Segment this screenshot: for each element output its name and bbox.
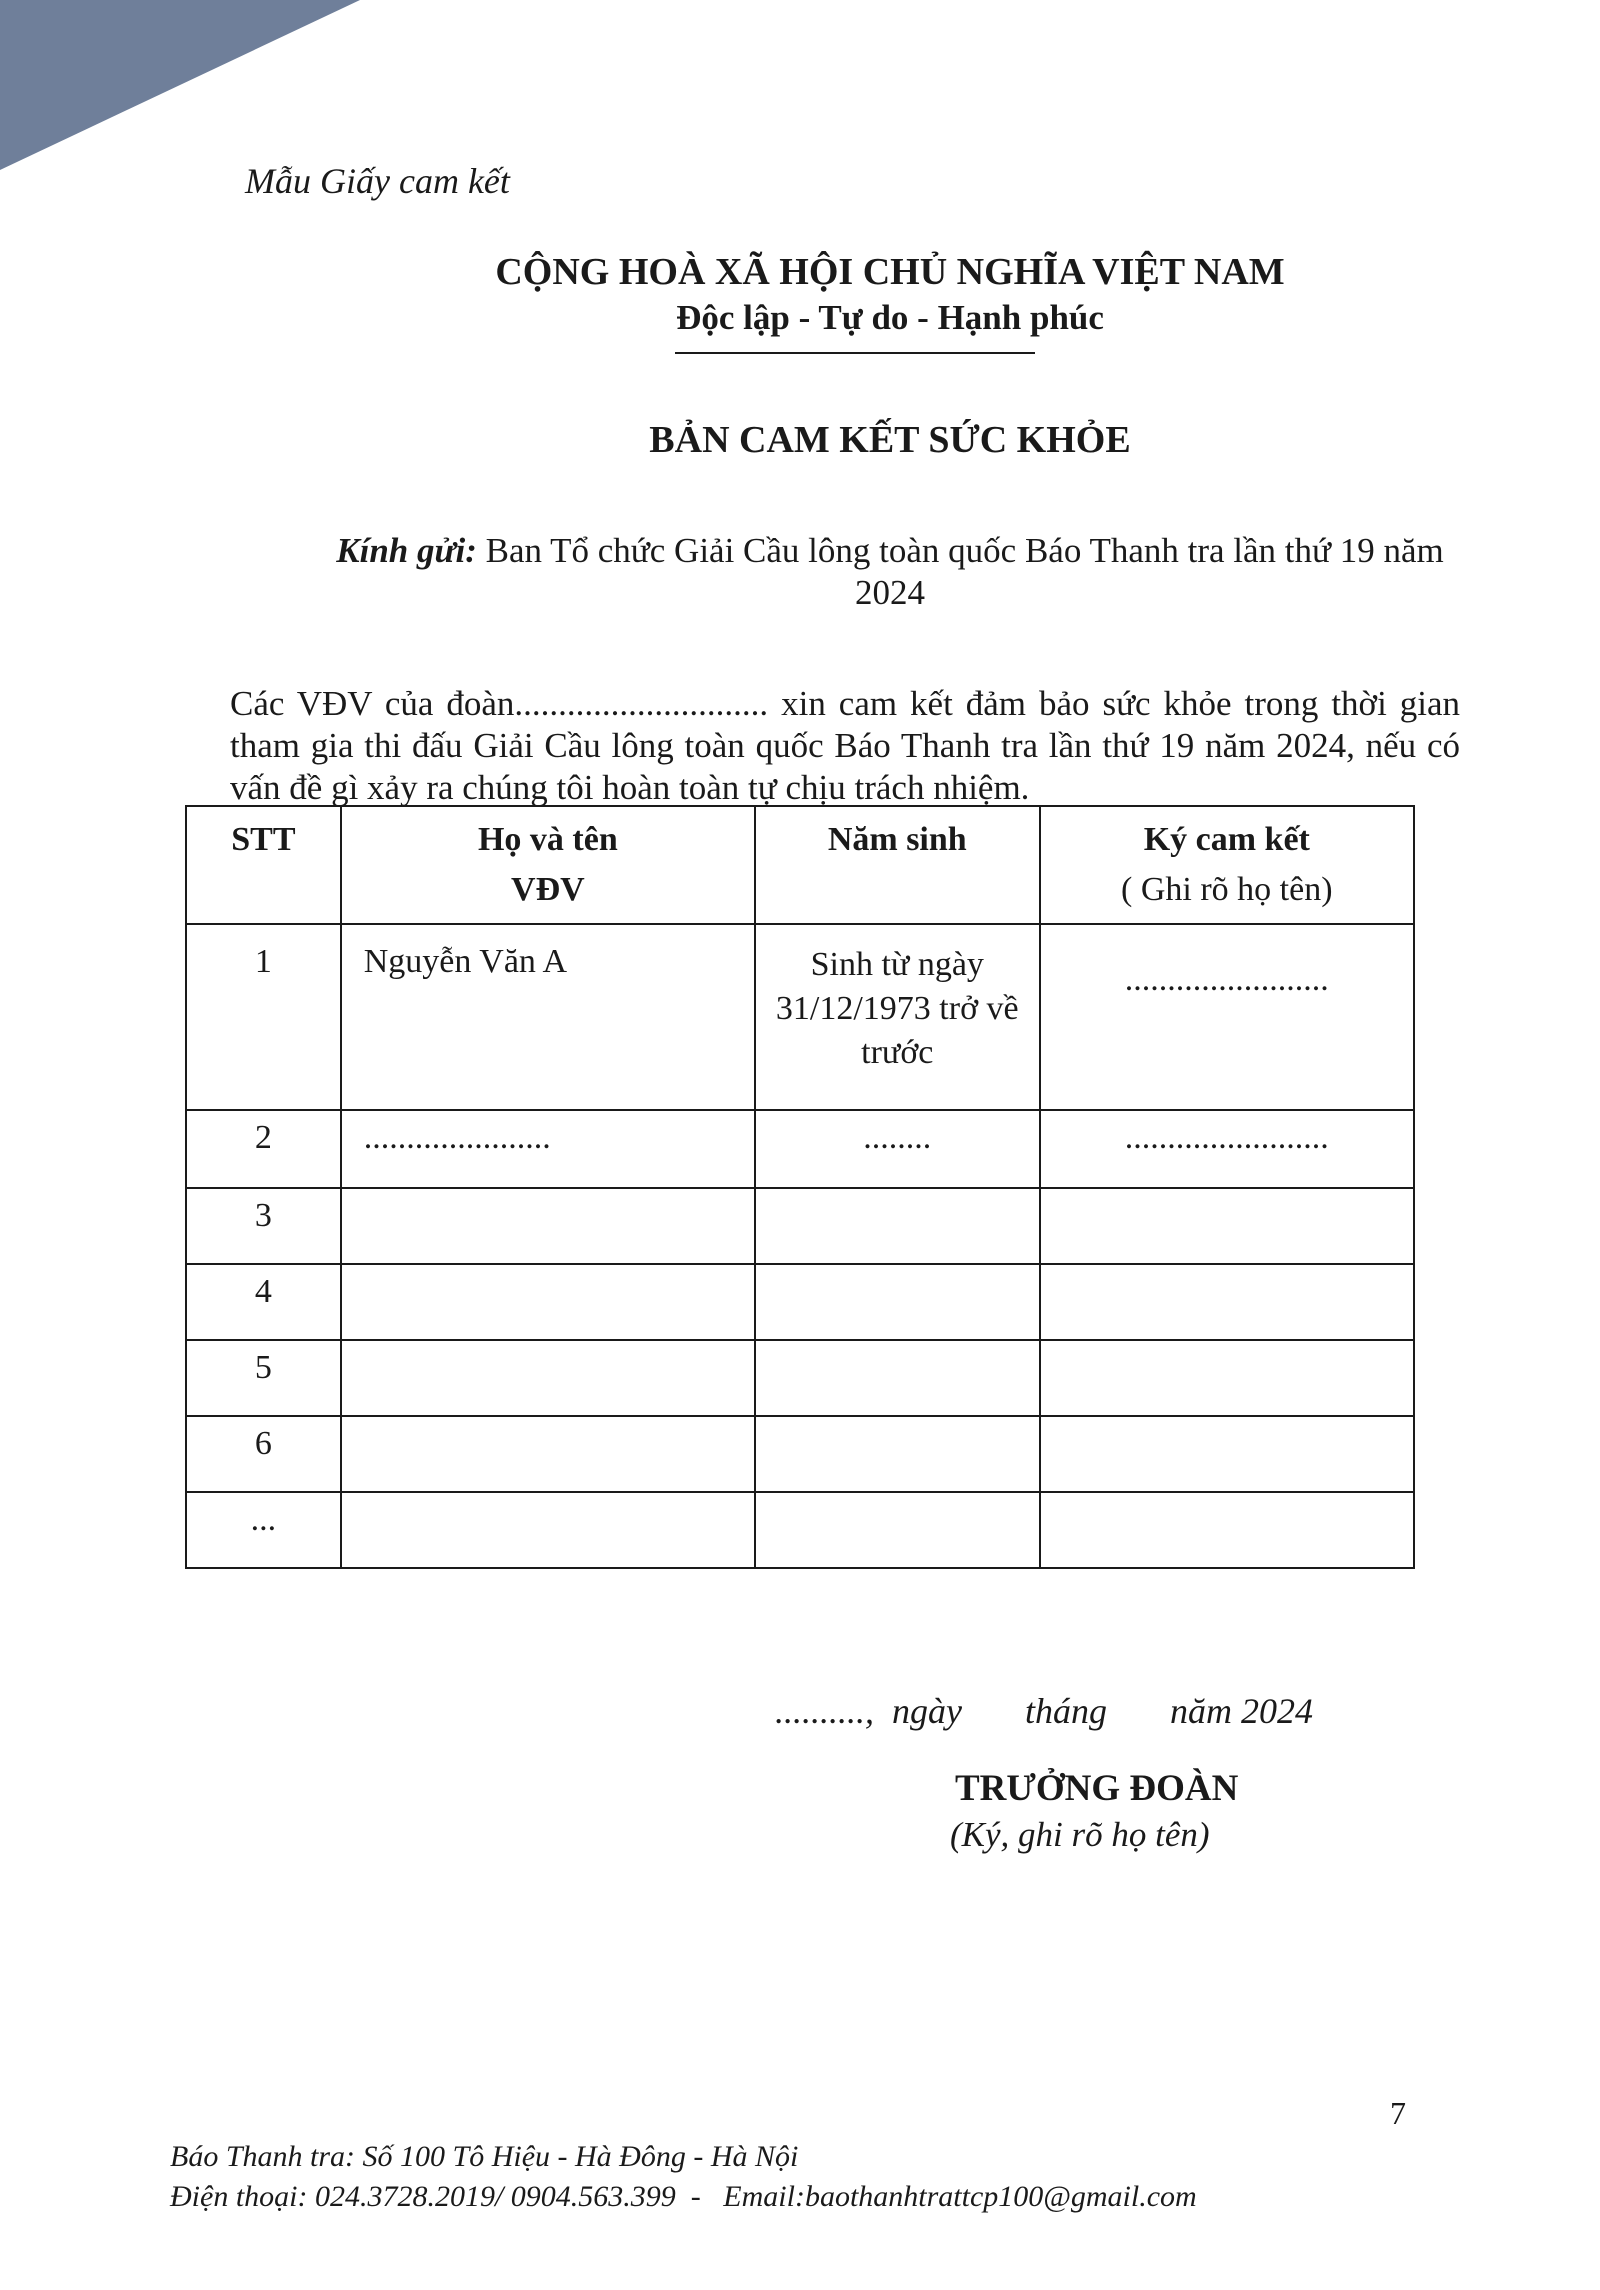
commitment-paragraph: Các VĐV của đoàn............................. xin cam kết đảm bảo sức khỏe trong thời gian tham gia thi đấu Giải Cầu lông toàn quốc Báo Thanh tra lần thứ 19 năm 2024, nếu có vấn đề gì xảy ra chúng tôi hoàn toàn tự chịu trách nhiệm. — [230, 684, 1460, 807]
header-sign — [1040, 806, 1414, 924]
footer-address: Báo Thanh tra: Số 100 Tô Hiệu - Hà Đông - Hà Nội — [170, 2140, 799, 2173]
header-sign-note: ( Ghi rõ họ tên) — [1121, 871, 1333, 908]
cell-stt: 2 — [186, 1110, 341, 1188]
cell-stt: 1 — [186, 924, 341, 1110]
cell-sign: ........................ — [1040, 924, 1414, 1110]
header-name-line1: Họ và tên — [477, 821, 618, 858]
table-row — [186, 1110, 1414, 1188]
cell-name — [341, 1492, 755, 1568]
date-line: .........., ngày tháng năm 2024 — [775, 1691, 1313, 1731]
table-row — [186, 1492, 1414, 1568]
cell-name — [341, 1416, 755, 1492]
cell-sign — [1040, 1492, 1414, 1568]
cell-year — [755, 1340, 1040, 1416]
cell-year: ........ — [755, 1110, 1040, 1188]
cell-sign — [1040, 1340, 1414, 1416]
cell-year — [755, 1188, 1040, 1264]
cell-year — [755, 1492, 1040, 1568]
table-row — [186, 1416, 1414, 1492]
table-row — [186, 1340, 1414, 1416]
cell-name: ...................... — [341, 1110, 755, 1188]
page-number: 7 — [1390, 2095, 1406, 2131]
cell-stt: ... — [186, 1492, 341, 1568]
header-name — [341, 806, 755, 924]
document-title: BẢN CAM KẾT SỨC KHỎE — [649, 419, 1131, 461]
cell-sign — [1040, 1416, 1414, 1492]
cell-sign — [1040, 1264, 1414, 1340]
recipient-line — [325, 530, 1455, 614]
header-stt: STT — [186, 806, 341, 924]
signer-note: (Ký, ghi rõ họ tên) — [950, 1815, 1210, 1854]
cell-year — [755, 1264, 1040, 1340]
table-row — [186, 1264, 1414, 1340]
header-year: Năm sinh — [755, 806, 1040, 924]
cell-stt: 3 — [186, 1188, 341, 1264]
signer-title: TRƯỞNG ĐOÀN — [955, 1768, 1239, 1809]
cell-name — [341, 1340, 755, 1416]
recipient-label: Kính gửi: — [336, 531, 477, 570]
footer-contact: Điện thoại: 024.3728.2019/ 0904.563.399 - Email:baothanhtrattcp100@gmail.com — [170, 2180, 1197, 2213]
cell-stt: 5 — [186, 1340, 341, 1416]
header-sign-label: Ký cam kết — [1143, 821, 1310, 858]
cell-name: Nguyễn Văn A — [341, 924, 755, 1110]
recipient-text: Ban Tổ chức Giải Cầu lông toàn quốc Báo Thanh tra lần thứ 19 năm 2024 — [485, 531, 1444, 612]
table-row — [186, 924, 1414, 1110]
national-title: CỘNG HOÀ XÃ HỘI CHỦ NGHĨA VIỆT NAM — [495, 251, 1285, 293]
cell-sign: ........................ — [1040, 1110, 1414, 1188]
cell-year: Sinh từ ngày 31/12/1973 trở về trước — [755, 924, 1040, 1110]
table-row — [186, 1188, 1414, 1264]
form-label: Mẫu Giấy cam kết — [245, 161, 510, 201]
table-header-row — [186, 806, 1414, 924]
header-name-line2: VĐV — [511, 871, 585, 908]
cell-stt: 4 — [186, 1264, 341, 1340]
cell-sign — [1040, 1188, 1414, 1264]
scan-corner-shadow — [0, 0, 360, 170]
motto-underline — [675, 352, 1035, 354]
national-motto: Độc lập - Tự do - Hạnh phúc — [676, 298, 1104, 337]
cell-name — [341, 1264, 755, 1340]
cell-year — [755, 1416, 1040, 1492]
cell-stt: 6 — [186, 1416, 341, 1492]
athlete-table — [185, 805, 1415, 1569]
cell-name — [341, 1188, 755, 1264]
